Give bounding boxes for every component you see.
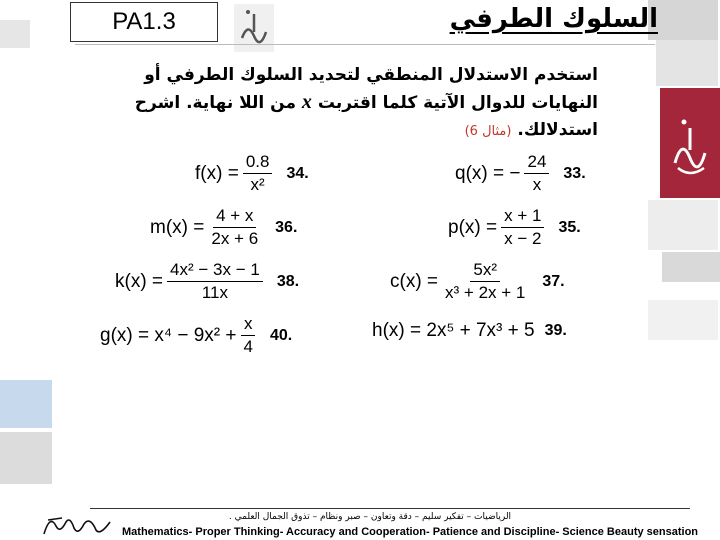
exercise-39: h(x) = 2x⁵ + 7x³ + 5 39. <box>372 320 567 341</box>
exercise-35: p(x) = $\frac{x + 1}{x - 2}$ 35. <box>448 206 581 248</box>
exercise-40: g(x) = x⁴ − 9x² + $\frac{x}{4}$ 40. <box>100 314 293 356</box>
instruction-text <box>78 62 598 145</box>
instruction-line-1: استخدم الاستدلال المنطقي لتحديد السلوك الطرفي أو <box>144 65 598 85</box>
exercise-34: f(x) = $\frac{0.8}{\text{x²}}$ 34. <box>195 152 309 194</box>
decorative-panel <box>648 0 720 540</box>
footer-english: Mathematics- Proper Thinking- Accuracy and Cooperation- Patience and Discipline- Science Beauty sensation <box>122 526 699 538</box>
gray-tile <box>0 432 52 484</box>
exercise-36: m(x) = $\frac{4 + x}{2x + 6}$ 36. <box>150 206 298 248</box>
exercise-38: k(x) = $\frac{\text{4x² − 3x − 1}}{11x}$ 38. <box>115 260 300 302</box>
lesson-code: PA1.3 <box>70 2 218 42</box>
exercise-37: c(x) = $\frac{\text{5x²}}{\text{x³ + 2x + 1}}$ 37. <box>390 260 565 302</box>
footer-divider <box>90 508 690 509</box>
instruction-line-3: استدلالك. (مثال 6) <box>464 120 598 140</box>
footer-arabic: الرياضيات – تفكير سليم – دقة وتعاون – صبر ونظام – تذوق الجمال العلمي . <box>228 512 512 522</box>
signature-icon <box>40 512 120 540</box>
instruction-line-2: النهايات للدوال الآتية كلما اقتربت x من اللا نهاية. اشرح <box>134 91 598 113</box>
red-logo-tile <box>660 88 720 198</box>
iqra-logo-icon <box>660 88 720 198</box>
exercise-33: q(x) = − $\frac{24}{x}$ 33. <box>455 152 586 194</box>
page-title: السلوك الطرفي <box>449 4 658 34</box>
gray-tile-top <box>0 20 30 48</box>
blue-tile <box>0 380 52 428</box>
header-divider <box>75 44 655 45</box>
example-reference: (مثال 6) <box>464 124 512 139</box>
